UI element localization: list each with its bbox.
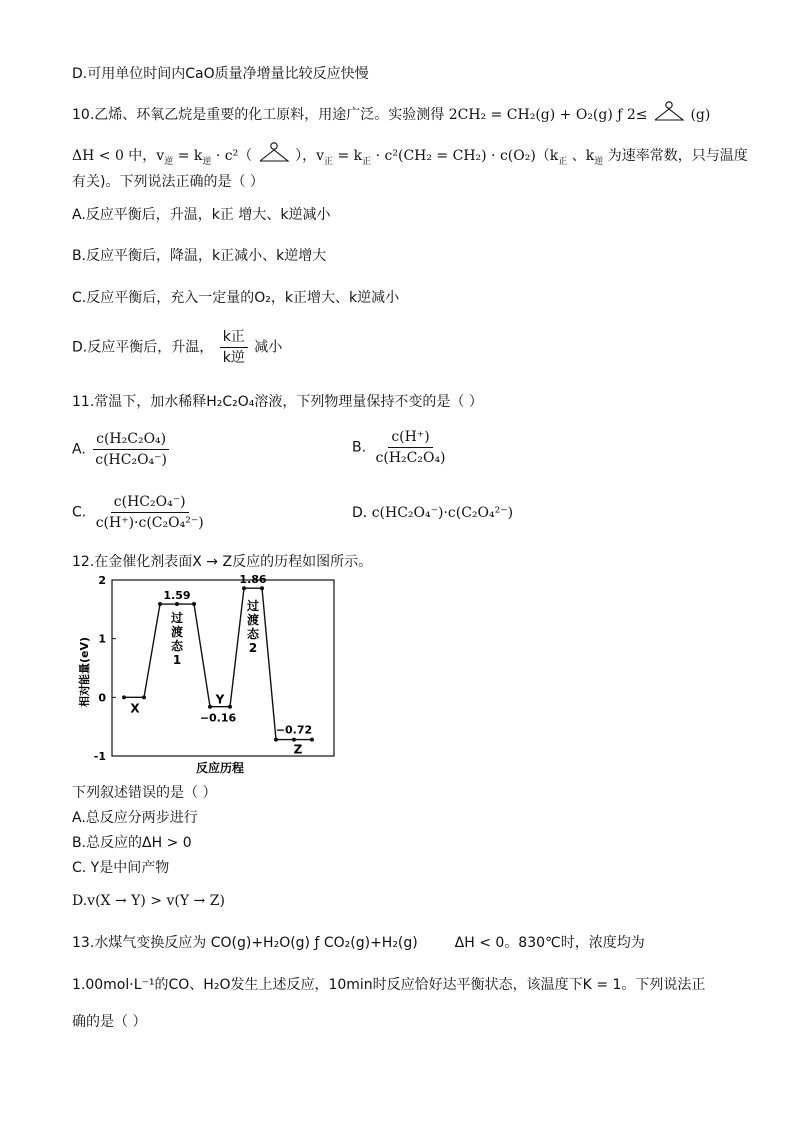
ts2-label: 态 [246,627,260,642]
q11-stem: 11.常温下，加水稀释H₂C₂O₄溶液，下列物理量保持不变的是（ ） [72,394,483,410]
q12-option-b: B.总反应的ΔH > 0 [72,835,192,851]
chart-x-axis-label: 反应历程 [195,761,245,775]
state-label: Z [293,742,303,757]
q12-option-a: A.总反应分两步进行 [72,810,198,826]
q10-equation: 2CH₂ = CH₂(g) + O₂(g) ƒ 2≤ [448,107,648,123]
q10-option-d: D.反应平衡后，升温， $\frac{\text{k正}}{\text{k逆}}$ 减小 [72,329,283,366]
y-tick-label: 1 [98,632,106,646]
epoxide-icon [652,101,686,123]
q10-option-c: C.反应平衡后，充入一定量的O₂，k正增大、k逆减小 [72,290,400,306]
energy-profile-chart [72,574,340,776]
state-label: Y [215,692,225,707]
q10-line1: 10.乙烯、环氧乙烷是重要的化工原料，用途广泛。实验测得 2CH₂ = CH₂(g) + O₂(g) ƒ 2≤ (g) [72,101,710,125]
q12-question: 下列叙述错误的是（ ） [72,785,217,801]
q13-line3: 确的是（ ） [72,1014,147,1030]
state-point-Z [292,738,296,742]
state-point-X [122,695,126,699]
state-point-Y [208,705,212,709]
ts2-label: 过 [246,599,260,614]
q12-stem: 12.在金催化剂表面X → Z反应的历程如图所示。 [72,554,373,570]
y-tick-label: 0 [98,691,106,705]
value-label: −0.16 [199,711,237,725]
state-point-过渡态1 [158,602,162,606]
state-point-Z [310,738,314,742]
q13-line1: 13.水煤气变换反应为 CO(g)+H₂O(g) ƒ CO₂(g)+H₂(g) ΔH < 0。830℃时，浓度均为 [72,935,645,951]
q10-line2: ΔH < 0 中，$v_逆 = k_逆 \cdot c^2$（ ），$v_正 = k_正 \cdot c^2(CH_2 = CH_2) \cdot c(O_2)(k_正$ 、$k_逆$ 为速率常数，只与温度 [72,142,748,172]
state-point-Y [228,705,232,709]
q11-option-b: B. $\frac{c(H^+)}{\text{c(H₂C₂O₄)}}$ [352,429,446,466]
y-tick-label: 2 [98,574,106,587]
ts1-label: 渡 [170,625,184,640]
chart-y-axis-label: 相对能量(eV) [78,636,91,708]
ts2-label: 渡 [246,613,260,628]
state-point-过渡态2 [260,586,264,590]
state-point-Z [274,738,278,742]
ts1-label: 过 [170,611,184,626]
state-point-过渡态2 [242,586,246,590]
q13-line2: 1.00mol·L⁻¹的CO、H₂O发生上述反应，10min时反应恰好达平衡状态，该温度下K = 1。下列说法正 [72,977,706,993]
ts1-label: 1 [172,653,182,668]
q12-option-c: C. Y是中间产物 [72,860,170,876]
q10-option-a: A.反应平衡后，升温，k正 增大、k逆减小 [72,207,331,223]
q11-option-d: D. c(HC₂O₄⁻)·c(C₂O₄²⁻) [352,505,514,521]
q9-option-d: D.可用单位时间内CaO质量净增量比较反应快慢 [72,66,369,82]
epoxide-icon [257,142,291,164]
y-tick-label: -1 [93,750,106,763]
state-point-过渡态1 [192,602,196,606]
q10-option-d-fraction: $\frac{\text{k正}}{\text{k逆}}$ [220,328,248,367]
state-label: X [130,701,140,716]
value-label: 1.59 [163,589,191,603]
q11-option-a: A. $\frac{\text{c(H₂C₂O₄)}}{\text{c(HC₂O₄⁻)}}$ [72,430,172,469]
value-label: 1.86 [239,574,267,587]
value-label: −0.72 [275,723,313,737]
state-point-过渡态1 [175,602,179,606]
q11-option-c: C. $\frac{\text{c(HC₂O₄⁻)}}{\text{c(H⁺)·c(C₂O₄²⁻)}}$ [72,494,204,531]
q12-option-d: D.v(X → Y) > v(Y → Z) [72,893,225,909]
state-point-X [142,695,146,699]
ts2-label: 2 [248,641,258,656]
q10-line3: 有关)。下列说法正确的是（ ） [72,174,264,190]
ts1-label: 态 [170,639,184,654]
q10-option-b: B.反应平衡后，降温，k正减小、k逆增大 [72,248,327,264]
